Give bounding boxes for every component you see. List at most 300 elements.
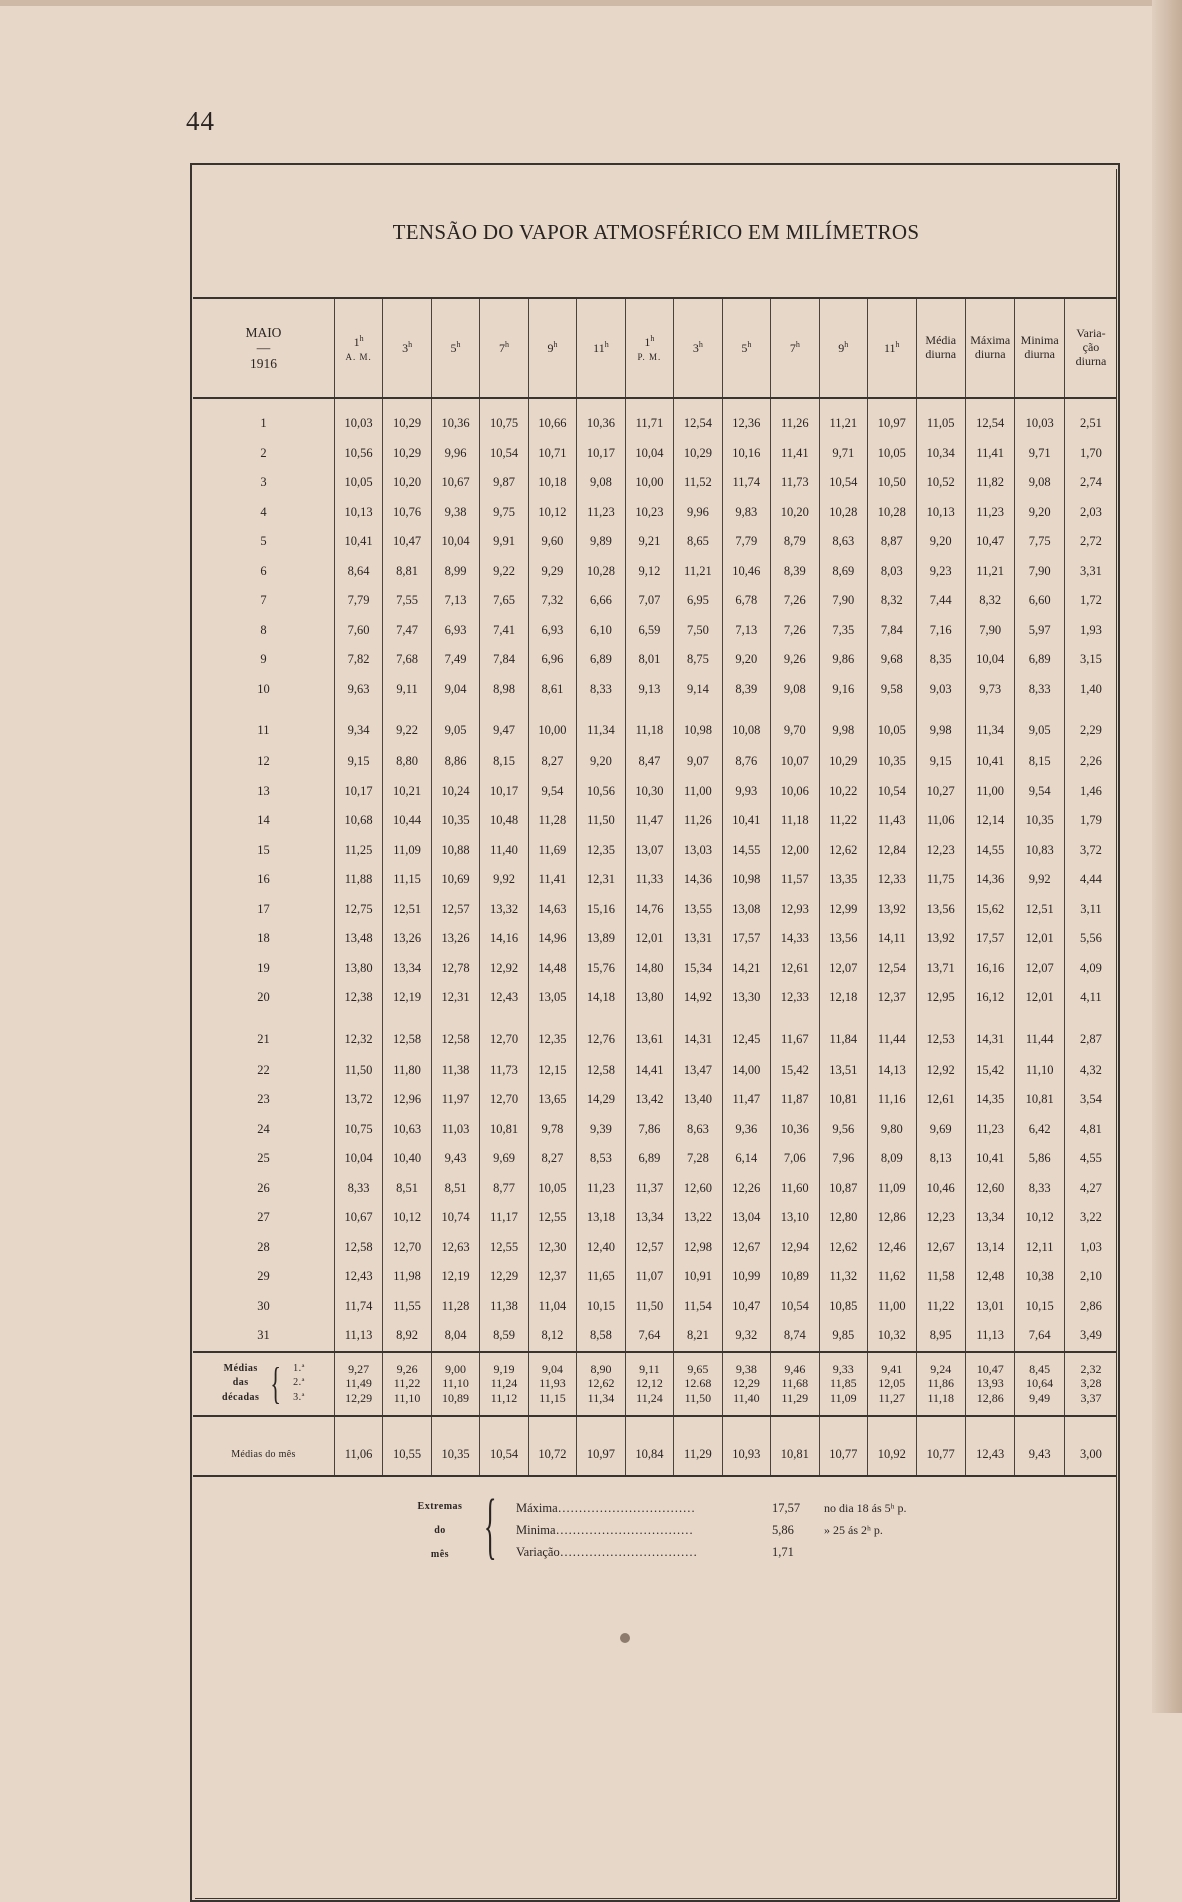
day-row: [193, 439, 1117, 469]
value-cell: 13,05: [528, 983, 576, 1013]
hour-suffix: h: [408, 340, 413, 350]
value-cell: 13,42: [625, 1085, 673, 1115]
value-cell: 10,36: [771, 1115, 819, 1145]
value-cell: 12,62: [819, 1233, 867, 1263]
decade-mean-value: 8,45: [1029, 1361, 1051, 1376]
value-cell: 9,20: [1015, 498, 1064, 528]
value-cell: 8,04: [431, 1321, 479, 1352]
month-mean-cell: 10,72: [528, 1416, 576, 1476]
value-cell: 9,63: [334, 675, 382, 705]
value-cell: 7,90: [1015, 557, 1064, 587]
value-cell: 12,43: [480, 983, 528, 1013]
value-cell: 9,23: [916, 557, 965, 587]
value-cell: 7,47: [383, 616, 431, 646]
decade-mean-value: 12,62: [587, 1376, 615, 1391]
value-cell: 4,81: [1064, 1115, 1117, 1145]
hour-number: 11: [593, 341, 605, 356]
value-cell: 12,19: [431, 1262, 479, 1292]
value-cell: 6,59: [625, 616, 673, 646]
value-cell: 13,40: [674, 1085, 722, 1115]
value-cell: 9,96: [431, 439, 479, 469]
hour-suffix: h: [553, 340, 558, 350]
value-cell: 11,28: [528, 806, 576, 836]
value-cell: 10,52: [916, 468, 965, 498]
value-cell: 8,63: [819, 527, 867, 557]
day-row: [193, 1292, 1117, 1322]
decade-mean-value: 10,47: [976, 1361, 1004, 1376]
value-cell: 12,01: [1015, 924, 1064, 954]
day-number: 18: [257, 931, 270, 946]
value-cell: 4,55: [1064, 1144, 1117, 1174]
month-mean-cell: 10,97: [577, 1416, 625, 1476]
value-cell: 7,44: [916, 586, 965, 616]
value-cell: 9,39: [577, 1115, 625, 1145]
decade-mean-value: 11,50: [684, 1390, 712, 1405]
value-cell: 8,35: [916, 645, 965, 675]
value-cell: 10,89: [771, 1262, 819, 1292]
value-cell: 9,20: [916, 527, 965, 557]
value-cell: 12,58: [577, 1056, 625, 1086]
value-cell: 11,47: [722, 1085, 770, 1115]
value-cell: 10,17: [480, 777, 528, 807]
value-cell: 12,07: [819, 954, 867, 984]
value-cell: 13,26: [431, 924, 479, 954]
value-cell: 10,29: [819, 747, 867, 777]
value-cell: 12,61: [771, 954, 819, 984]
value-cell: 8,80: [383, 747, 431, 777]
value-cell: 14,80: [625, 954, 673, 984]
value-cell: 11,06: [916, 806, 965, 836]
extremes-label: [400, 1495, 480, 1567]
value-cell: 10,34: [916, 439, 965, 469]
value-cell: 14,41: [625, 1056, 673, 1086]
value-cell: 13,35: [819, 865, 867, 895]
value-cell: 10,16: [722, 439, 770, 469]
value-cell: 12,55: [480, 1233, 528, 1263]
decade-mean-cell: [528, 1352, 576, 1416]
value-cell: 14,48: [528, 954, 576, 984]
value-cell: 7,06: [771, 1144, 819, 1174]
value-cell: 3,49: [1064, 1321, 1117, 1352]
value-cell: 9,03: [916, 675, 965, 705]
value-cell: 8,01: [625, 645, 673, 675]
value-cell: 10,81: [819, 1085, 867, 1115]
decade-mean-value: 11,27: [878, 1390, 906, 1405]
value-cell: 11,38: [431, 1056, 479, 1086]
value-cell: 4,11: [1064, 983, 1117, 1013]
value-cell: 12,54: [868, 954, 916, 984]
value-cell: 12,07: [1015, 954, 1064, 984]
value-cell: 11,23: [965, 498, 1014, 528]
hour-header: [771, 299, 819, 398]
value-cell: 8,99: [431, 557, 479, 587]
value-cell: 11,15: [383, 865, 431, 895]
value-cell: 10,54: [480, 439, 528, 469]
value-cell: 9,80: [868, 1115, 916, 1145]
value-cell: 7,55: [383, 586, 431, 616]
value-cell: 8,33: [1015, 1174, 1064, 1204]
value-cell: 8,09: [868, 1144, 916, 1174]
day-row: [193, 616, 1117, 646]
value-cell: 11,23: [577, 1174, 625, 1204]
value-cell: 12,58: [334, 1233, 382, 1263]
value-cell: 9,26: [771, 645, 819, 675]
value-cell: 8,87: [868, 527, 916, 557]
value-cell: 14,55: [965, 836, 1014, 866]
value-cell: 11,57: [771, 865, 819, 895]
day-number: 9: [260, 652, 267, 667]
value-cell: 8,32: [965, 586, 1014, 616]
value-cell: 8,79: [771, 527, 819, 557]
value-cell: 10,27: [916, 777, 965, 807]
vapor-pressure-table: [193, 299, 1117, 1477]
value-cell: 12,18: [819, 983, 867, 1013]
value-cell: 10,81: [480, 1115, 528, 1145]
value-cell: 10,03: [334, 398, 382, 439]
value-cell: 3,72: [1064, 836, 1117, 866]
value-cell: 11,41: [528, 865, 576, 895]
decade-mean-value: 11,86: [927, 1376, 955, 1391]
value-cell: 6,93: [528, 616, 576, 646]
decade-mean-cell: [868, 1352, 916, 1416]
decade-mean-value: 11,29: [781, 1390, 809, 1405]
value-cell: 8,32: [868, 586, 916, 616]
value-cell: 7,26: [771, 586, 819, 616]
day-row: [193, 1262, 1117, 1292]
day-number: 28: [257, 1239, 270, 1254]
decade-words: [222, 1362, 259, 1406]
value-cell: 12,26: [722, 1174, 770, 1204]
decade-mean-value: 9,19: [493, 1361, 515, 1376]
value-cell: 13,71: [916, 954, 965, 984]
day-number: 2: [260, 445, 267, 460]
day-number: 14: [257, 813, 270, 828]
value-cell: 8,59: [480, 1321, 528, 1352]
day-number: 4: [260, 504, 267, 519]
month-mean-cell: 10,77: [819, 1416, 867, 1476]
value-cell: 11,47: [625, 806, 673, 836]
value-cell: 13,55: [674, 895, 722, 925]
value-cell: 9,22: [480, 557, 528, 587]
value-cell: 12,48: [965, 1262, 1014, 1292]
day-row: [193, 586, 1117, 616]
decade-mean-cell: [965, 1352, 1014, 1416]
day-number: 26: [257, 1180, 270, 1195]
decade-mean-value: 11,24: [490, 1376, 518, 1391]
value-cell: 11,88: [334, 865, 382, 895]
value-cell: 12,84: [868, 836, 916, 866]
value-cell: 10,05: [868, 704, 916, 747]
value-cell: 7,84: [480, 645, 528, 675]
value-cell: 13,18: [577, 1203, 625, 1233]
value-cell: 9,04: [431, 675, 479, 705]
day-row: [193, 895, 1117, 925]
value-cell: 12,45: [722, 1013, 770, 1056]
value-cell: 14,35: [965, 1085, 1014, 1115]
day-number: 6: [260, 563, 267, 578]
value-cell: 10,46: [722, 557, 770, 587]
value-cell: 17,57: [722, 924, 770, 954]
value-cell: 12,01: [625, 924, 673, 954]
value-cell: 9,85: [819, 1321, 867, 1352]
day-row: [193, 645, 1117, 675]
value-cell: 7,79: [334, 586, 382, 616]
value-cell: 11,73: [771, 468, 819, 498]
value-cell: 12,80: [819, 1203, 867, 1233]
value-cell: 7,96: [819, 1144, 867, 1174]
decade-mean-cell: [1064, 1352, 1117, 1416]
value-cell: 12,51: [383, 895, 431, 925]
value-cell: 10,28: [819, 498, 867, 528]
value-cell: 11,98: [383, 1262, 431, 1292]
value-cell: 11,41: [771, 439, 819, 469]
decade-mean-value: 9,11: [639, 1361, 660, 1376]
value-cell: 11,97: [431, 1085, 479, 1115]
value-cell: 11,00: [965, 777, 1014, 807]
decade-mean-value: 9,41: [881, 1361, 903, 1376]
value-cell: 10,35: [868, 747, 916, 777]
value-cell: 11,73: [480, 1056, 528, 1086]
value-cell: 10,50: [868, 468, 916, 498]
decade-mean-value: 3,28: [1080, 1376, 1102, 1391]
value-cell: 12,36: [722, 398, 770, 439]
value-cell: 14,00: [722, 1056, 770, 1086]
value-cell: 7,84: [868, 616, 916, 646]
value-cell: 7,90: [819, 586, 867, 616]
value-cell: 9,29: [528, 557, 576, 587]
value-cell: 10,00: [625, 468, 673, 498]
value-cell: 10,68: [334, 806, 382, 836]
month-mean-cell: 12,43: [965, 1416, 1014, 1476]
value-cell: 17,57: [965, 924, 1014, 954]
value-cell: 11,23: [965, 1115, 1014, 1145]
value-cell: 12,70: [480, 1013, 528, 1056]
value-cell: 3,54: [1064, 1085, 1117, 1115]
value-cell: 10,75: [480, 398, 528, 439]
value-cell: 12,19: [383, 983, 431, 1013]
value-cell: 8,39: [771, 557, 819, 587]
value-cell: 11,67: [771, 1013, 819, 1056]
value-cell: 8,74: [771, 1321, 819, 1352]
value-cell: 9,07: [674, 747, 722, 777]
value-cell: 1,70: [1064, 439, 1117, 469]
hour-number: 5: [741, 341, 748, 356]
value-cell: 9,21: [625, 527, 673, 557]
value-cell: 8,65: [674, 527, 722, 557]
hour-number: 1: [644, 334, 651, 349]
decade-mean-value: 12.68: [684, 1376, 712, 1391]
value-cell: 7,79: [722, 527, 770, 557]
value-cell: 9,15: [334, 747, 382, 777]
day-number: 22: [257, 1062, 270, 1077]
value-cell: 10,36: [577, 398, 625, 439]
value-cell: 9,91: [480, 527, 528, 557]
hour-number: 1: [353, 334, 360, 349]
value-cell: 10,29: [383, 398, 431, 439]
value-cell: 9,75: [480, 498, 528, 528]
decade-ordinal: 2.ª: [293, 1377, 305, 1389]
value-cell: 11,13: [965, 1321, 1014, 1352]
stat-header: [1064, 299, 1117, 398]
value-cell: 14,96: [528, 924, 576, 954]
value-cell: 12,60: [674, 1174, 722, 1204]
stat-header-line: Máxima: [970, 333, 1011, 348]
value-cell: 13,92: [868, 895, 916, 925]
hour-number: 7: [499, 341, 506, 356]
month-mean-cell: 3,00: [1064, 1416, 1117, 1476]
value-cell: 11,74: [334, 1292, 382, 1322]
month-dash: —: [256, 340, 271, 356]
decade-mean-value: 11,68: [781, 1376, 809, 1391]
value-cell: 2,87: [1064, 1013, 1117, 1056]
day-number: 12: [257, 754, 270, 769]
stat-header-line: diurna: [1024, 347, 1055, 361]
decade-ordinal: 1.ª: [293, 1362, 305, 1374]
value-cell: 13,89: [577, 924, 625, 954]
stat-header-line: diurna: [974, 347, 1006, 361]
hour-number: 3: [692, 341, 699, 356]
value-cell: 14,63: [528, 895, 576, 925]
hour-header: [383, 299, 431, 398]
value-cell: 10,13: [916, 498, 965, 528]
value-cell: 12,15: [528, 1056, 576, 1086]
value-cell: 9,68: [868, 645, 916, 675]
value-cell: 11,43: [868, 806, 916, 836]
value-cell: 12,46: [868, 1233, 916, 1263]
value-cell: 12,60: [965, 1174, 1014, 1204]
decade-mean-cell: [577, 1352, 625, 1416]
value-cell: 9,20: [577, 747, 625, 777]
value-cell: 12,37: [868, 983, 916, 1013]
value-cell: 12,63: [431, 1233, 479, 1263]
value-cell: 10,69: [431, 865, 479, 895]
decade-mean-cell: [431, 1352, 479, 1416]
value-cell: 12,58: [431, 1013, 479, 1056]
value-cell: 6,95: [674, 586, 722, 616]
value-cell: 12,35: [528, 1013, 576, 1056]
value-cell: 13,80: [334, 954, 382, 984]
value-cell: 8,95: [916, 1321, 965, 1352]
value-cell: 12,54: [674, 398, 722, 439]
value-cell: 13,48: [334, 924, 382, 954]
value-cell: 10,87: [819, 1174, 867, 1204]
value-cell: 1,46: [1064, 777, 1117, 807]
value-cell: 3,11: [1064, 895, 1117, 925]
month-label: MAIO: [245, 324, 282, 340]
day-row: [193, 1233, 1117, 1263]
value-cell: 7,68: [383, 645, 431, 675]
value-cell: 10,41: [965, 1144, 1014, 1174]
decade-mean-value: 2,32: [1080, 1361, 1102, 1376]
hour-suffix: h: [747, 340, 752, 350]
value-cell: 6,14: [722, 1144, 770, 1174]
value-cell: 11,09: [868, 1174, 916, 1204]
value-cell: 9,93: [722, 777, 770, 807]
value-cell: 15,16: [577, 895, 625, 925]
value-cell: 13,56: [819, 924, 867, 954]
value-cell: 11,50: [625, 1292, 673, 1322]
value-cell: 8,53: [577, 1144, 625, 1174]
day-row: [193, 1321, 1117, 1352]
value-cell: 8,69: [819, 557, 867, 587]
value-cell: 5,97: [1015, 616, 1064, 646]
stat-header: [965, 299, 1014, 398]
value-cell: 11,50: [334, 1056, 382, 1086]
value-cell: 10,85: [819, 1292, 867, 1322]
value-cell: 5,86: [1015, 1144, 1064, 1174]
value-cell: 10,41: [334, 527, 382, 557]
value-cell: 9,69: [916, 1115, 965, 1145]
value-cell: 11,28: [431, 1292, 479, 1322]
value-cell: 10,28: [868, 498, 916, 528]
value-cell: 8,33: [577, 675, 625, 705]
value-cell: 10,38: [1015, 1262, 1064, 1292]
value-cell: 10,83: [1015, 836, 1064, 866]
hour-header: [625, 299, 673, 398]
value-cell: 10,07: [771, 747, 819, 777]
value-cell: 12,32: [334, 1013, 382, 1056]
day-number: 30: [257, 1298, 270, 1313]
day-row: [193, 398, 1117, 439]
day-number: 20: [257, 990, 270, 1005]
value-cell: 13,56: [916, 895, 965, 925]
value-cell: 9,86: [819, 645, 867, 675]
value-cell: 10,67: [334, 1203, 382, 1233]
value-cell: 7,82: [334, 645, 382, 675]
stat-header-line: Varia-: [1076, 326, 1106, 341]
value-cell: 2,10: [1064, 1262, 1117, 1292]
value-cell: 9,78: [528, 1115, 576, 1145]
value-cell: 15,34: [674, 954, 722, 984]
value-cell: 11,40: [480, 836, 528, 866]
value-cell: 8,76: [722, 747, 770, 777]
value-cell: 15,76: [577, 954, 625, 984]
value-cell: 3,22: [1064, 1203, 1117, 1233]
value-cell: 14,92: [674, 983, 722, 1013]
value-cell: 9,43: [431, 1144, 479, 1174]
day-row: [193, 1174, 1117, 1204]
value-cell: 8,86: [431, 747, 479, 777]
value-cell: 13,34: [965, 1203, 1014, 1233]
decade-mean-cell: [771, 1352, 819, 1416]
value-cell: 10,05: [334, 468, 382, 498]
value-cell: 1,79: [1064, 806, 1117, 836]
value-cell: 9,12: [625, 557, 673, 587]
value-cell: 10,56: [334, 439, 382, 469]
value-cell: 7,16: [916, 616, 965, 646]
value-cell: 8,33: [334, 1174, 382, 1204]
decade-mean-value: 9,27: [348, 1361, 370, 1376]
value-cell: 12,93: [771, 895, 819, 925]
value-cell: 7,32: [528, 586, 576, 616]
stat-header-line: diurna: [925, 347, 957, 361]
stat-header-line: Minima: [1020, 333, 1059, 348]
pm-label: P. M.: [637, 351, 662, 362]
month-mean-cell: 10,77: [916, 1416, 965, 1476]
month-mean-cell: 10,93: [722, 1416, 770, 1476]
value-cell: 7,26: [771, 616, 819, 646]
value-cell: 11,22: [916, 1292, 965, 1322]
value-cell: 11,54: [674, 1292, 722, 1322]
value-cell: 8,61: [528, 675, 576, 705]
value-cell: 10,29: [383, 439, 431, 469]
decade-mean-value: 9,65: [687, 1361, 709, 1376]
decade-word: Médias: [223, 1362, 258, 1374]
value-cell: 9,14: [674, 675, 722, 705]
month-mean-cell: 11,29: [674, 1416, 722, 1476]
value-cell: 9,08: [1015, 468, 1064, 498]
day-number: 19: [257, 960, 270, 975]
